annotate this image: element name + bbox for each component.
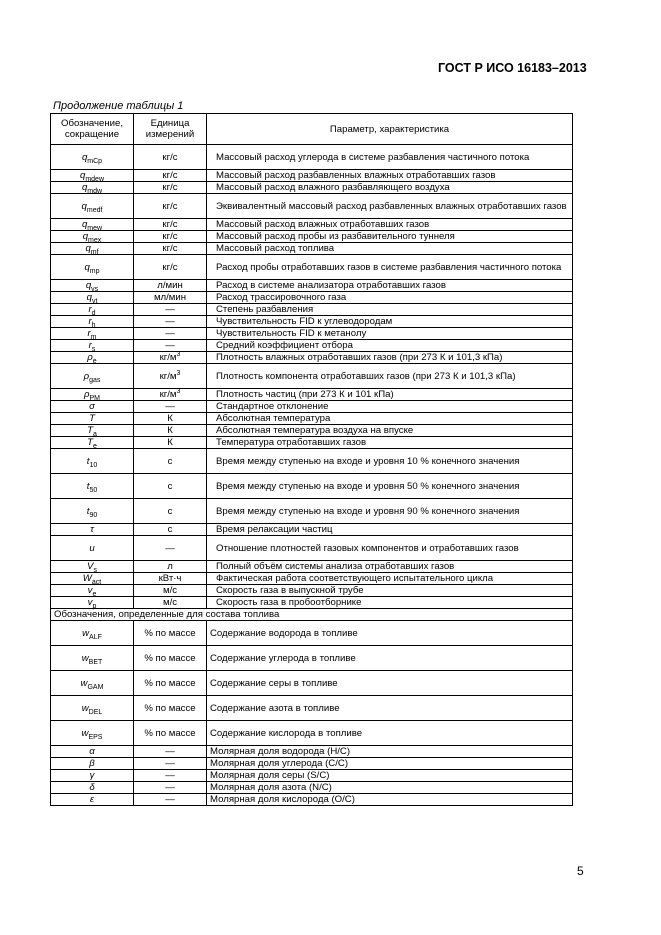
unit-cell: [134, 352, 207, 364]
header-unit: Единица измерений: [134, 114, 207, 145]
symbol: q: [81, 219, 88, 230]
unit-superscript: 3: [176, 387, 181, 395]
parameter-description: Молярная доля серы (S/C): [207, 770, 573, 782]
symbol-cell: [51, 794, 134, 806]
symbol-subscript: act: [91, 578, 102, 586]
table-header-row: [51, 114, 573, 145]
unit: К: [167, 413, 173, 424]
unit: —: [165, 746, 175, 757]
parameter-description: Массовый расход топлива: [207, 243, 573, 255]
unit: % по массе: [144, 677, 196, 689]
symbol-cell: [51, 585, 134, 597]
parameter-description: Массовый расход влажных отработавших газов: [207, 219, 573, 231]
symbol-subscript: mf: [90, 248, 99, 256]
symbol-cell: [51, 352, 134, 364]
symbol-subscript: mew: [87, 224, 103, 232]
symbol-subscript: EPS: [88, 733, 103, 741]
parameter-description: Содержание кислорода в топливе: [207, 721, 573, 746]
parameter-description: Скорость газа в пробоотборнике: [207, 597, 573, 609]
symbol-subscript: d: [91, 309, 96, 317]
unit: % по массе: [144, 627, 196, 639]
table-row: [51, 746, 573, 758]
unit-cell: [134, 401, 207, 413]
symbol-cell: [51, 194, 134, 219]
unit-cell: [134, 182, 207, 194]
symbol: w: [81, 702, 89, 714]
parameter-description: Расход в системе анализатора отработавших газов: [207, 280, 573, 292]
symbol: q: [81, 182, 88, 193]
unit-cell: [134, 219, 207, 231]
unit-cell: [134, 561, 207, 573]
symbol: u: [89, 542, 95, 554]
table-row: [51, 449, 573, 474]
unit: кг/м: [159, 352, 177, 363]
symbol: β: [89, 758, 95, 769]
symbol-subscript: 90: [89, 511, 98, 519]
unit: —: [165, 794, 175, 805]
unit: —: [165, 340, 175, 351]
table-row: [51, 145, 573, 170]
table-row: [51, 437, 573, 449]
symbol: r: [88, 304, 92, 315]
unit: кг/м: [159, 370, 177, 382]
symbol-cell: [51, 561, 134, 573]
page-number: 5: [577, 864, 584, 878]
parameter-description: Фактическая работа соответствующего испытательного цикла: [207, 573, 573, 585]
symbol: r: [87, 328, 91, 339]
table-row: [51, 328, 573, 340]
symbol: w: [81, 727, 89, 739]
table-row: [51, 758, 573, 770]
unit: —: [165, 782, 175, 793]
parameter-description: Массовый расход разбавленных влажных отработавших газов: [207, 170, 573, 182]
unit: кВт·ч: [158, 573, 182, 584]
symbol-cell: [51, 364, 134, 389]
symbol-subscript: ALF: [89, 633, 102, 641]
symbol-subscript: gas: [89, 376, 101, 384]
parameter-description: Чувствительность FID к метанолу: [207, 328, 573, 340]
symbol-cell: [51, 145, 134, 170]
symbol-cell: [51, 782, 134, 794]
table-row: [51, 255, 573, 280]
symbol: r: [88, 340, 92, 351]
table-row: [51, 573, 573, 585]
symbol-subscript: a: [92, 430, 97, 438]
symbol-cell: [51, 231, 134, 243]
table-row: [51, 621, 573, 646]
symbol: t: [86, 505, 90, 517]
symbol-cell: [51, 746, 134, 758]
parameter-description: Массовый расход влажного разбавляющего воздуха: [207, 182, 573, 194]
unit: % по массе: [144, 727, 196, 739]
symbol-cell: [51, 524, 134, 536]
symbol-cell: [51, 316, 134, 328]
table-row: [51, 364, 573, 389]
symbol-cell: [51, 437, 134, 449]
table-row: [51, 646, 573, 671]
parameter-description: Молярная доля кислорода (O/C): [207, 794, 573, 806]
symbol-subscript: h: [91, 321, 96, 329]
parameter-description: Содержание углерода в топливе: [207, 646, 573, 671]
table-row: [51, 499, 573, 524]
header-parameter: Параметр, характеристика: [207, 114, 573, 145]
table-row: [51, 671, 573, 696]
unit-cell: [134, 243, 207, 255]
symbol-cell: [51, 182, 134, 194]
symbol: q: [81, 200, 87, 212]
table-row: [51, 352, 573, 364]
unit: кг/с: [162, 182, 178, 193]
unit: К: [167, 425, 173, 436]
unit-superscript: 3: [176, 350, 181, 358]
parameter-description: Содержание азота в топливе: [207, 696, 573, 721]
symbol-subscript: mp: [89, 267, 100, 275]
symbol: v: [87, 585, 93, 596]
unit: —: [165, 401, 175, 412]
unit: —: [165, 542, 175, 554]
symbol: q: [81, 151, 88, 163]
table-row: [51, 280, 573, 292]
symbol-subscript: BET: [88, 658, 103, 666]
parameter-description: Средний коэффициент отбора: [207, 340, 573, 352]
table-row: [51, 561, 573, 573]
parameter-description: Чувствительность FID к углеводородам: [207, 316, 573, 328]
unit-cell: [134, 316, 207, 328]
symbol: ρ: [84, 389, 90, 400]
table-row: [51, 794, 573, 806]
parameter-description: Плотность частиц (при 273 К и 101 кПа): [207, 389, 573, 401]
table-row: [51, 782, 573, 794]
parameters-table: [50, 113, 573, 806]
symbol-cell: [51, 340, 134, 352]
symbol-cell: [51, 219, 134, 231]
symbol-cell: [51, 474, 134, 499]
table-row: [51, 219, 573, 231]
parameter-description: Температура отработавших газов: [207, 437, 573, 449]
symbol: V: [87, 561, 94, 572]
symbol: T: [87, 425, 93, 436]
unit-cell: [134, 794, 207, 806]
table-row: [51, 425, 573, 437]
symbol-cell: [51, 425, 134, 437]
unit-cell: [134, 646, 207, 671]
unit-cell: [134, 389, 207, 401]
table-row: [51, 243, 573, 255]
parameter-description: Массовый расход пробы из разбавительного туннеля: [207, 231, 573, 243]
table-row: [51, 194, 573, 219]
unit: —: [165, 316, 175, 327]
symbol-subscript: p: [92, 602, 97, 610]
symbol: w: [81, 652, 89, 664]
unit: м/с: [162, 597, 178, 608]
symbol: ρ: [87, 352, 93, 363]
unit: кг/с: [162, 219, 178, 230]
unit-cell: [134, 524, 207, 536]
unit-cell: [134, 145, 207, 170]
symbol: r: [88, 316, 92, 327]
symbol-subscript: DEL: [88, 708, 103, 716]
unit: —: [165, 758, 175, 769]
unit: % по массе: [144, 652, 196, 664]
symbol: w: [80, 677, 88, 689]
unit-cell: [134, 437, 207, 449]
unit: с: [167, 524, 173, 535]
unit-cell: [134, 170, 207, 182]
parameter-description: Плотность влажных отработавших газов (при 273 К и 101,3 кПа): [207, 352, 573, 364]
unit: кг/с: [162, 231, 178, 242]
unit-cell: [134, 770, 207, 782]
symbol-subscript: PM: [89, 394, 100, 402]
unit: —: [165, 304, 175, 315]
symbol-cell: [51, 243, 134, 255]
table-row: [51, 524, 573, 536]
unit: с: [167, 455, 173, 467]
symbol-subscript: 10: [89, 461, 98, 469]
parameter-description: Время между ступенью на входе и уровня 90 % конечного значения: [207, 499, 573, 524]
unit-cell: [134, 671, 207, 696]
symbol-cell: [51, 499, 134, 524]
parameter-description: Время между ступенью на входе и уровня 50 % конечного значения: [207, 474, 573, 499]
symbol-subscript: s: [93, 566, 97, 574]
table-caption: Продолжение таблицы 1: [53, 100, 184, 112]
symbol-cell: [51, 170, 134, 182]
unit: кг/с: [162, 200, 178, 212]
parameter-description: Молярная доля водорода (H/C): [207, 746, 573, 758]
parameter-description: Молярная доля азота (N/C): [207, 782, 573, 794]
symbol-cell: [51, 770, 134, 782]
symbol-cell: [51, 304, 134, 316]
table-row: [51, 316, 573, 328]
unit-cell: [134, 573, 207, 585]
parameter-description: Абсолютная температура: [207, 413, 573, 425]
unit-cell: [134, 474, 207, 499]
table-row: [51, 585, 573, 597]
symbol: δ: [89, 782, 95, 793]
symbol-subscript: e: [92, 442, 97, 450]
unit-cell: [134, 425, 207, 437]
symbol: t: [86, 455, 90, 467]
symbol-cell: [51, 292, 134, 304]
symbol-subscript: GAM: [87, 683, 104, 691]
parameter-description: Плотность компонента отработавших газов (при 273 К и 101,3 кПа): [207, 364, 573, 389]
table-row: [51, 721, 573, 746]
symbol-cell: [51, 255, 134, 280]
unit: —: [165, 328, 175, 339]
symbol-cell: [51, 758, 134, 770]
unit-cell: [134, 194, 207, 219]
parameter-description: Молярная доля углерода (C/C): [207, 758, 573, 770]
symbol: q: [82, 231, 89, 242]
unit-cell: [134, 280, 207, 292]
fuel-section-title: Обозначения, определенные для состава топлива: [51, 609, 573, 621]
unit-cell: [134, 782, 207, 794]
symbol: q: [79, 170, 86, 181]
table-row: [51, 292, 573, 304]
symbol: q: [86, 292, 92, 303]
symbol-subscript: e: [92, 357, 97, 365]
symbol-subscript: mCp: [87, 157, 103, 165]
table-row: [51, 182, 573, 194]
symbol-cell: [51, 721, 134, 746]
unit-cell: [134, 449, 207, 474]
unit-cell: [134, 328, 207, 340]
unit: кг/с: [162, 261, 178, 273]
symbol: T: [89, 413, 95, 424]
document-code: ГОСТ Р ИСО 16183–2013: [438, 61, 587, 75]
symbol: γ: [89, 770, 95, 781]
symbol: α: [89, 746, 95, 757]
symbol-subscript: mdew: [85, 175, 105, 183]
unit-cell: [134, 304, 207, 316]
symbol-cell: [51, 696, 134, 721]
symbol-cell: [51, 646, 134, 671]
symbol-cell: [51, 621, 134, 646]
unit-cell: [134, 292, 207, 304]
symbol: ρ: [83, 370, 90, 382]
symbol-subscript: medf: [86, 206, 103, 214]
symbol-cell: [51, 280, 134, 292]
symbol-subscript: e: [92, 590, 97, 598]
symbol-cell: [51, 573, 134, 585]
unit-cell: [134, 340, 207, 352]
unit: с: [167, 505, 173, 517]
symbol-subscript: vs: [91, 285, 99, 293]
fuel-section-row: [51, 609, 573, 621]
parameter-description: Расход пробы отработавших газов в системе разбавления частичного потока: [207, 255, 573, 280]
parameter-description: Полный объём системы анализа отработавших газов: [207, 561, 573, 573]
unit-cell: [134, 621, 207, 646]
unit-cell: [134, 536, 207, 561]
unit: кг/с: [162, 151, 178, 163]
unit: м/с: [162, 585, 178, 596]
symbol: q: [84, 261, 90, 273]
symbol-subscript: m: [90, 333, 97, 341]
symbol: t: [86, 480, 90, 492]
unit-cell: [134, 585, 207, 597]
table-row: [51, 413, 573, 425]
parameter-description: Содержание водорода в топливе: [207, 621, 573, 646]
table-row: [51, 536, 573, 561]
unit: —: [165, 770, 175, 781]
symbol-subscript: 50: [89, 486, 98, 494]
parameter-description: Отношение плотностей газовых компонентов и отработавших газов: [207, 536, 573, 561]
unit-cell: [134, 499, 207, 524]
unit-cell: [134, 597, 207, 609]
unit: кг/м: [159, 389, 177, 400]
symbol-cell: [51, 401, 134, 413]
table-row: [51, 304, 573, 316]
parameter-description: Стандартное отклонение: [207, 401, 573, 413]
parameter-description: Содержание серы в топливе: [207, 671, 573, 696]
parameter-description: Массовый расход углерода в системе разбавления частичного потока: [207, 145, 573, 170]
table-row: [51, 340, 573, 352]
parameter-description: Степень разбавления: [207, 304, 573, 316]
symbol: v: [87, 597, 93, 608]
symbol-cell: [51, 671, 134, 696]
parameter-description: Абсолютная температура воздуха на впуске: [207, 425, 573, 437]
unit-cell: [134, 413, 207, 425]
symbol-subscript: mdw: [87, 187, 103, 195]
symbol-cell: [51, 328, 134, 340]
unit: кг/с: [162, 170, 178, 181]
symbol: w: [82, 627, 90, 639]
symbol: W: [82, 573, 92, 584]
symbol: ε: [89, 794, 95, 805]
table-row: [51, 474, 573, 499]
unit: с: [167, 480, 173, 492]
symbol-cell: [51, 389, 134, 401]
symbol: T: [87, 437, 93, 448]
table-row: [51, 401, 573, 413]
symbol-cell: [51, 413, 134, 425]
symbol: q: [85, 280, 92, 291]
table-row: [51, 770, 573, 782]
parameter-description: Эквивалентный массовый расход разбавленных влажных отработавших газов: [207, 194, 573, 219]
unit-superscript: 3: [176, 369, 181, 377]
unit: мл/мин: [153, 292, 187, 303]
unit: л/мин: [157, 280, 183, 291]
unit: л: [167, 561, 173, 572]
table-row: [51, 231, 573, 243]
unit-cell: [134, 255, 207, 280]
parameter-description: Скорость газа в выпускной трубе: [207, 585, 573, 597]
table-row: [51, 597, 573, 609]
table-row: [51, 170, 573, 182]
parameter-description: Время между ступенью на входе и уровня 10 % конечного значения: [207, 449, 573, 474]
symbol-subscript: mex: [88, 236, 102, 244]
symbol-cell: [51, 597, 134, 609]
symbol-cell: [51, 449, 134, 474]
unit: кг/с: [162, 243, 178, 254]
table-row: [51, 389, 573, 401]
symbol: τ: [90, 524, 94, 535]
parameter-description: Расход трассировочного газа: [207, 292, 573, 304]
unit-cell: [134, 758, 207, 770]
unit-cell: [134, 746, 207, 758]
unit: % по массе: [144, 702, 196, 714]
symbol-subscript: vt: [91, 297, 98, 305]
symbol: σ: [89, 401, 95, 412]
symbol-cell: [51, 536, 134, 561]
unit-cell: [134, 696, 207, 721]
symbol: q: [85, 243, 91, 254]
symbol-subscript: s: [91, 345, 96, 353]
unit: К: [167, 437, 173, 448]
unit-cell: [134, 364, 207, 389]
header-designation: Обозначение, сокращение: [51, 114, 134, 145]
unit-cell: [134, 231, 207, 243]
table-row: [51, 696, 573, 721]
unit-cell: [134, 721, 207, 746]
parameter-description: Время релаксации частиц: [207, 524, 573, 536]
